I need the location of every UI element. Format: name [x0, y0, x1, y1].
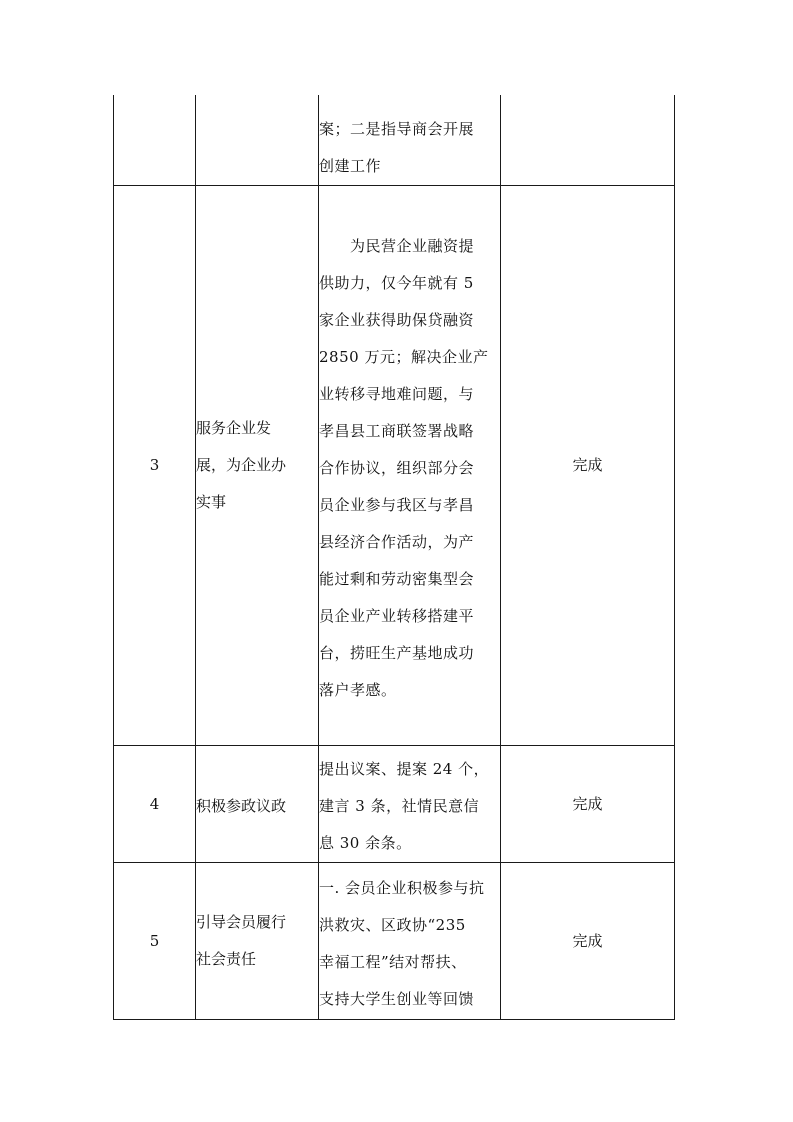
- table-row: [114, 186, 675, 746]
- detail-cell: [319, 95, 501, 186]
- item-text: 服务企业发 展，为企业办 实事: [196, 419, 287, 511]
- detail-cell: [319, 186, 501, 746]
- row-number-cell: [114, 746, 196, 863]
- item-cell: [196, 863, 319, 1020]
- status-cell: [501, 746, 675, 863]
- work-summary-table: [113, 95, 675, 1020]
- detail-text: 提出议案、提案 24 个， 建言 3 条，社情民意信 息 30 余条。: [319, 760, 490, 852]
- row-number-cell: [114, 186, 196, 746]
- item-text: 积极参政议政: [196, 797, 287, 815]
- item-cell: [196, 186, 319, 746]
- row-number-cell: [114, 95, 196, 186]
- status-cell: [501, 186, 675, 746]
- item-cell: [196, 95, 319, 186]
- status-text: 完成: [572, 794, 603, 813]
- row-number-cell: [114, 863, 196, 1020]
- table-row: [114, 95, 675, 186]
- status-text: 完成: [572, 456, 603, 474]
- row-number: 4: [149, 794, 160, 813]
- detail-text: 为民营企业融资提 供助力，仅今年就有 5 家企业获得助保贷融资 2850 万元；解决企业产 业转移寻地难问题，与 孝昌县工商联签署战略 合作协议，组织部分会 员企业参与我区与孝昌 县经济合作活动，为产 能过剩和劳动密集型会 员企业产业转移搭建平 台，捞旺生产基地成功 落户孝感。: [319, 236, 489, 699]
- table-row: [114, 746, 675, 863]
- row-number: 3: [149, 456, 160, 474]
- row-number: 5: [149, 931, 160, 950]
- status-text: 完成: [572, 931, 603, 950]
- item-text: 引导会员履行 社会责任: [196, 913, 287, 968]
- status-cell: [501, 95, 675, 186]
- status-cell: [501, 863, 675, 1020]
- item-cell: [196, 746, 319, 863]
- detail-text: 一. 会员企业积极参与抗 洪救灾、区政协“235 幸福工程”结对帮扶、 支持大学生创业等回馈: [319, 878, 485, 1008]
- table-row: [114, 863, 675, 1020]
- detail-cell: [319, 746, 501, 863]
- detail-cell: [319, 863, 501, 1020]
- detail-text: 案；二是指导商会开展 创建工作: [319, 120, 475, 175]
